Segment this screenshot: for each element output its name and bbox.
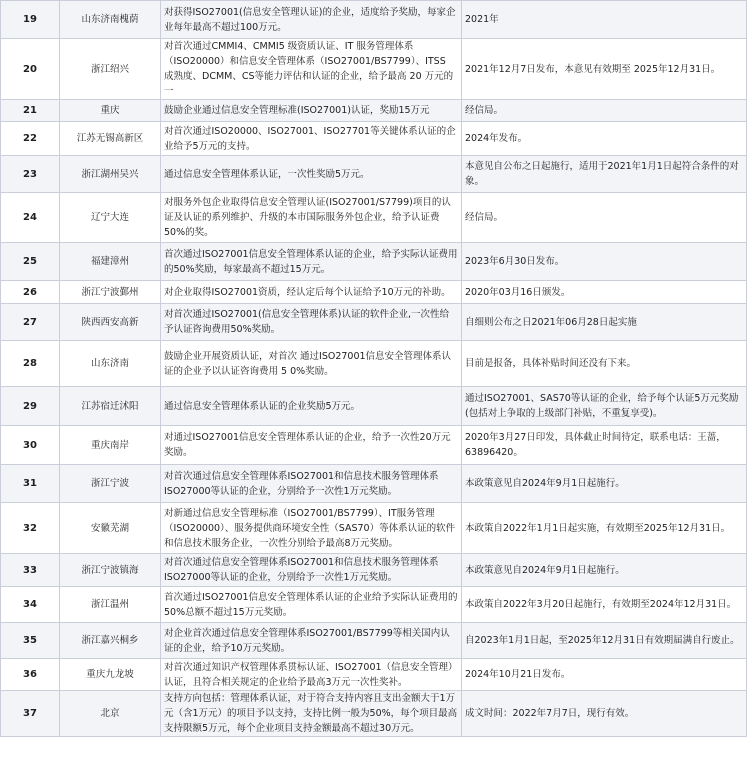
row-note: 2021年 <box>462 1 747 39</box>
row-note: 目前是报备，具体补贴时间还没有下来。 <box>462 341 747 387</box>
row-number: 26 <box>1 281 60 304</box>
row-number: 24 <box>1 193 60 243</box>
row-note: 自2023年1月1日起，至2025年12月31日有效期届满自行废止。 <box>462 623 747 659</box>
table-row <box>1 341 747 387</box>
row-note: 成文时间：2022年7月7日，现行有效。 <box>462 691 747 737</box>
table-row <box>1 193 747 243</box>
row-note: 本意见自公布之日起施行，适用于2021年1月1日起符合条件的对象。 <box>462 156 747 193</box>
row-number: 30 <box>1 426 60 465</box>
row-region: 山东济南槐荫 <box>60 1 161 39</box>
table-body <box>1 1 747 737</box>
row-region: 浙江宁波 <box>60 465 161 503</box>
row-number: 28 <box>1 341 60 387</box>
row-note: 本政策意见自2024年9月1日起施行。 <box>462 465 747 503</box>
table-row <box>1 659 747 691</box>
row-number: 32 <box>1 503 60 554</box>
row-region: 浙江湖州吴兴 <box>60 156 161 193</box>
table-row <box>1 503 747 554</box>
table-row <box>1 1 747 39</box>
row-number: 36 <box>1 659 60 691</box>
row-region: 辽宁大连 <box>60 193 161 243</box>
table-row <box>1 623 747 659</box>
row-region: 安徽芜湖 <box>60 503 161 554</box>
row-policy: 对获得ISO27001(信息安全管理认证)的企业，适度给予奖励，每家企业每年最高不超过100万元。 <box>161 1 462 39</box>
row-number: 37 <box>1 691 60 737</box>
table-row <box>1 587 747 623</box>
row-note: 通过ISO27001、SAS70等认证的企业，给予每个认证5万元奖励(包括对上争取的上级部门补贴，不重复享受)。 <box>462 387 747 426</box>
row-number: 23 <box>1 156 60 193</box>
table-row <box>1 122 747 156</box>
row-note: 2020年03月16日颁发。 <box>462 281 747 304</box>
row-policy: 鼓励企业开展资质认证，对首次 通过ISO27001信息安全管理体系认证的企业予以认证咨询费用 5 0%奖励。 <box>161 341 462 387</box>
row-number: 20 <box>1 39 60 100</box>
row-region: 北京 <box>60 691 161 737</box>
row-policy: 对首次通过信息安全管理体系ISO27001和信息技术服务管理体系ISO27000等认证的企业，分别给予一次性1万元奖励。 <box>161 465 462 503</box>
table-row <box>1 426 747 465</box>
table-row <box>1 691 747 737</box>
row-note: 本政策自2022年3月20日起施行，有效期至2024年12月31日。 <box>462 587 747 623</box>
row-policy: 首次通过ISO27001信息安全管理体系认证的企业，给予实际认证费用的50%奖励，每家最高不超过15万元。 <box>161 243 462 281</box>
row-note: 2023年6月30日发布。 <box>462 243 747 281</box>
row-note: 2024年10月21日发布。 <box>462 659 747 691</box>
row-note: 自细则公布之日2021年06月28日起实施 <box>462 304 747 341</box>
row-policy: 通过信息安全管理体系认证，一次性奖励5万元。 <box>161 156 462 193</box>
row-region: 浙江宁波镇海 <box>60 554 161 587</box>
row-number: 33 <box>1 554 60 587</box>
table-row <box>1 243 747 281</box>
row-number: 31 <box>1 465 60 503</box>
row-policy: 对通过ISO27001信息安全管理体系认证的企业，给予一次性20万元奖励。 <box>161 426 462 465</box>
row-region: 福建漳州 <box>60 243 161 281</box>
row-number: 34 <box>1 587 60 623</box>
row-note: 经信局。 <box>462 100 747 122</box>
row-policy: 对首次通过CMMI4、CMMI5 级资质认证、IT 服务管理体系（ISO20000）和信息安全管理体系（ISO27001/BS7799）、ITSS 成熟度、DCMM、CS等能力评估和认证的企业，给予最高 20 万元的一 <box>161 39 462 100</box>
row-policy: 对企业首次通过信息安全管理体系ISO27001/BS7799等相关国内认证的企业，给予10万元奖励。 <box>161 623 462 659</box>
table-row <box>1 554 747 587</box>
row-region: 浙江嘉兴桐乡 <box>60 623 161 659</box>
table-row <box>1 156 747 193</box>
row-number: 21 <box>1 100 60 122</box>
table-row <box>1 465 747 503</box>
table-row <box>1 387 747 426</box>
row-number: 35 <box>1 623 60 659</box>
row-number: 19 <box>1 1 60 39</box>
row-note: 2021年12月7日发布，本意见有效期至 2025年12月31日。 <box>462 39 747 100</box>
row-policy: 对首次通过信息安全管理体系ISO27001和信息技术服务管理体系ISO27000等认证的企业，分别给予一次性1万元奖励。 <box>161 554 462 587</box>
table-row <box>1 304 747 341</box>
row-policy: 对企业取得ISO27001资质，经认定后每个认证给予10万元的补助。 <box>161 281 462 304</box>
row-note: 本政策自2022年1月1日起实施，有效期至2025年12月31日。 <box>462 503 747 554</box>
row-region: 重庆 <box>60 100 161 122</box>
row-region: 重庆南岸 <box>60 426 161 465</box>
row-region: 浙江绍兴 <box>60 39 161 100</box>
table-row <box>1 39 747 100</box>
row-policy: 对首次通过知识产权管理体系贯标认证、ISO27001（信息安全管理）认证，且符合相关规定的企业给予最高3万元一次性奖补。 <box>161 659 462 691</box>
row-region: 陕西西安高新 <box>60 304 161 341</box>
row-policy: 对新通过信息安全管理标准（ISO27001/BS7799）、IT服务管理（ISO20000）、服务提供商环境安全性（SAS70）等体系认证的软件和信息技术服务企业，一次性分别给予最高8万元奖励。 <box>161 503 462 554</box>
row-policy: 对首次通过ISO27001(信息安全管理体系)认证的软件企业,一次性给予认证咨询费用50%奖励。 <box>161 304 462 341</box>
row-number: 29 <box>1 387 60 426</box>
row-policy: 通过信息安全管理体系认证的企业奖励5万元。 <box>161 387 462 426</box>
row-region: 重庆九龙坡 <box>60 659 161 691</box>
row-region: 浙江宁波鄞州 <box>60 281 161 304</box>
row-region: 江苏宿迁沭阳 <box>60 387 161 426</box>
row-policy: 首次通过ISO27001信息安全管理体系认证的企业给予实际认证费用的50%总额不超过15万元奖励。 <box>161 587 462 623</box>
row-number: 25 <box>1 243 60 281</box>
row-region: 山东济南 <box>60 341 161 387</box>
row-note: 2020年3月27日印发，具体截止时间待定，联系电话：王蔷，63896420。 <box>462 426 747 465</box>
row-policy: 支持方向包括：管理体系认证，对于符合支持内容且支出金额大于1万元（含1万元）的项目予以支持，支持比例一般为50%，每个项目最高支持限额5万元，每个企业项目支持金额最高不超过30万元。 <box>161 691 462 737</box>
row-note: 本政策意见自2024年9月1日起施行。 <box>462 554 747 587</box>
row-policy: 对首次通过ISO20000、ISO27001、ISO27701等关键体系认证的企业给予5万元的支持。 <box>161 122 462 156</box>
row-number: 27 <box>1 304 60 341</box>
table-row <box>1 281 747 304</box>
row-note: 2024年发布。 <box>462 122 747 156</box>
row-region: 浙江温州 <box>60 587 161 623</box>
row-region: 江苏无锡高新区 <box>60 122 161 156</box>
table-row <box>1 100 747 122</box>
row-note: 经信局。 <box>462 193 747 243</box>
row-policy: 鼓励企业通过信息安全管理标准(ISO27001)认证，奖励15万元 <box>161 100 462 122</box>
row-policy: 对服务外包企业取得信息安全管理认证(ISO27001/S7799)项目的认证及认证的系列维护、升级的本市国际服务外包企业，给予认证费50%的奖。 <box>161 193 462 243</box>
row-number: 22 <box>1 122 60 156</box>
